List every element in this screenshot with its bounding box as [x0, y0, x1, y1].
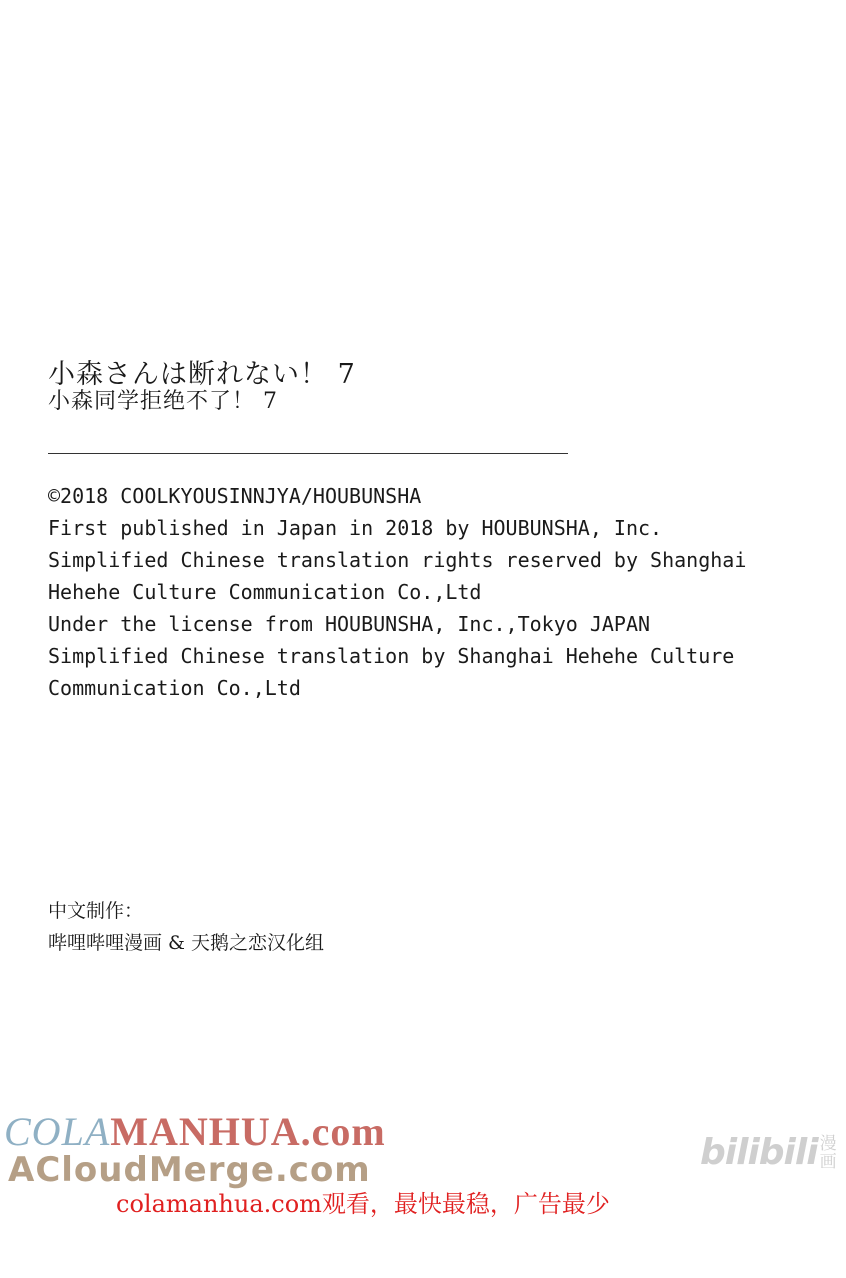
watermark-acloudmerge: ACloudMerge.com — [8, 1150, 371, 1190]
copyright-block — [48, 480, 746, 704]
copyright-line: Hehehe Culture Communication Co.,Ltd — [48, 580, 482, 604]
title-japanese: 小森さんは断れない！ 7 — [48, 359, 356, 390]
watermark-notice: colamanhua.com观看，最快最稳，广告最少 — [116, 1190, 610, 1218]
copyright-line: Simplified Chinese translation rights reserved by Shanghai — [48, 548, 747, 572]
copyright-line: First published in Japan in 2018 by HOUBUNSHA, Inc. — [48, 516, 663, 540]
manga-logo-text: 漫画 — [819, 1133, 837, 1172]
bilibili-logo-text: bilibili — [700, 1132, 818, 1173]
bilibili-manga-logo — [700, 1132, 842, 1173]
copyright-line: Communication Co.,Ltd — [48, 676, 301, 700]
watermark-cola: COLA — [4, 1109, 111, 1154]
watermark-colamanhua — [4, 1108, 386, 1155]
title-chinese: 小森同学拒绝不了！ 7 — [48, 389, 278, 414]
divider-line — [48, 453, 568, 454]
watermark-manhua: MANHUA.com — [110, 1109, 386, 1154]
credits-value: 哔哩哔哩漫画 & 天鹅之恋汉化组 — [48, 932, 324, 954]
copyright-line: ©2018 COOLKYOUSINNJYA/HOUBUNSHA — [48, 484, 422, 508]
copyright-line: Under the license from HOUBUNSHA, Inc.,Tokyo JAPAN — [48, 612, 651, 636]
credits-label: 中文制作： — [48, 900, 144, 922]
copyright-line: Simplified Chinese translation by Shanghai Hehehe Culture — [48, 644, 735, 668]
